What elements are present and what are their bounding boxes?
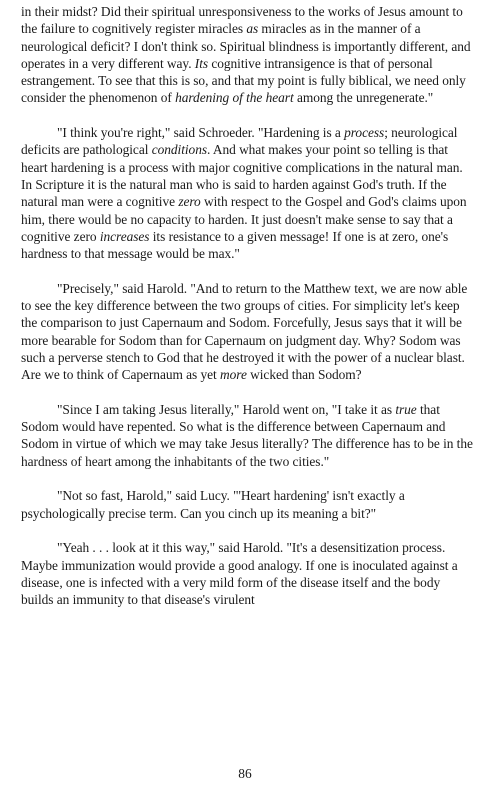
italic-text: hardening of the heart [175,90,294,106]
paragraph-6 [21,539,473,608]
text-run: with respect to the Gospel and God's claims upon him, there would be no capacity to harden. It just doesn't make sense to say that a cognitive zero [21,194,467,244]
text-run: cognitive intransigence is that of personal estrangement. To see that this is so, and that my point is fully biblical, we need only consider the phenomenon of [21,55,466,106]
italic-text: Its [194,55,209,71]
paragraph-1 [21,3,473,107]
text-run: "Since I am taking Jesus literally," Harold went on, "I take it as [57,401,396,417]
paragraph-5 [21,487,473,522]
text-run: . And what makes your point so telling is that heart hardening is a process with major cognitive complications in the natural man. In Scripture it is the natural man who is said to harden against God's truth. If the natural man were a cognitive [21,142,463,210]
text-run: in their midst? Did their spiritual unresponsiveness to the works of Jesus amount to the failure to cognitively register miracles [21,4,463,37]
italic-text: true [395,401,417,417]
text-run: among the unregenerate." [293,90,434,106]
italic-text: more [220,367,247,383]
italic-text: zero [178,194,201,210]
paragraph-4 [21,401,473,470]
paragraph-3 [21,280,473,384]
text-run: "I think you're right," said Schroeder. "Hardening is a [57,125,345,141]
text-run: ; neurological deficits are pathological [21,125,458,158]
book-page-body [21,3,473,626]
italic-text: conditions [151,142,207,158]
italic-text: process [344,125,385,141]
text-run: its resistance to a given message! If one is at zero, one's hardness to that message would be max." [21,228,449,262]
text-run: miracles as in the manner of a neurological deficit? I don't think so. Spiritual blindness is importantly different, and operates in a very different way. [21,21,471,71]
text-run: "Yeah . . . look at it this way," said Harold. "It's a desensitization process. Maybe immunization would provide a good analogy. If one is inoculated against a disease, one is infected with a very mild form of the disease itself and the body builds an immunity to that disease's virulent [21,540,458,608]
italic-text: as [246,21,259,37]
text-run: wicked than Sodom? [246,367,362,383]
paragraph-2 [21,124,473,262]
text-run: "Precisely," said Harold. "And to return to the Matthew text, we are now able to see the key difference between the two groups of cities. For simplicity let's keep the comparison to just Capernaum and Sodom. Forcefully, Jesus says that it will be more bearable for Sodom than for Capernaum on judgment day. Why? Sodom was such a perverse stench to God that he destroyed it with the power of a nuclear blast. Are we to think of Capernaum as yet [21,280,468,383]
page-number: 86 [238,766,252,781]
text-run: that Sodom would have repented. So what is the difference between Capernaum and Sodom in virtue of which we may take Jesus literally? The difference has to be in the hardness of heart among the inhabitants of the two cities." [21,401,473,469]
text-run: "Not so fast, Harold," said Lucy. "'Heart hardening' isn't exactly a psychologically precise term. Can you cinch up its meaning a bit?" [21,488,405,521]
italic-text: increases [99,228,150,244]
